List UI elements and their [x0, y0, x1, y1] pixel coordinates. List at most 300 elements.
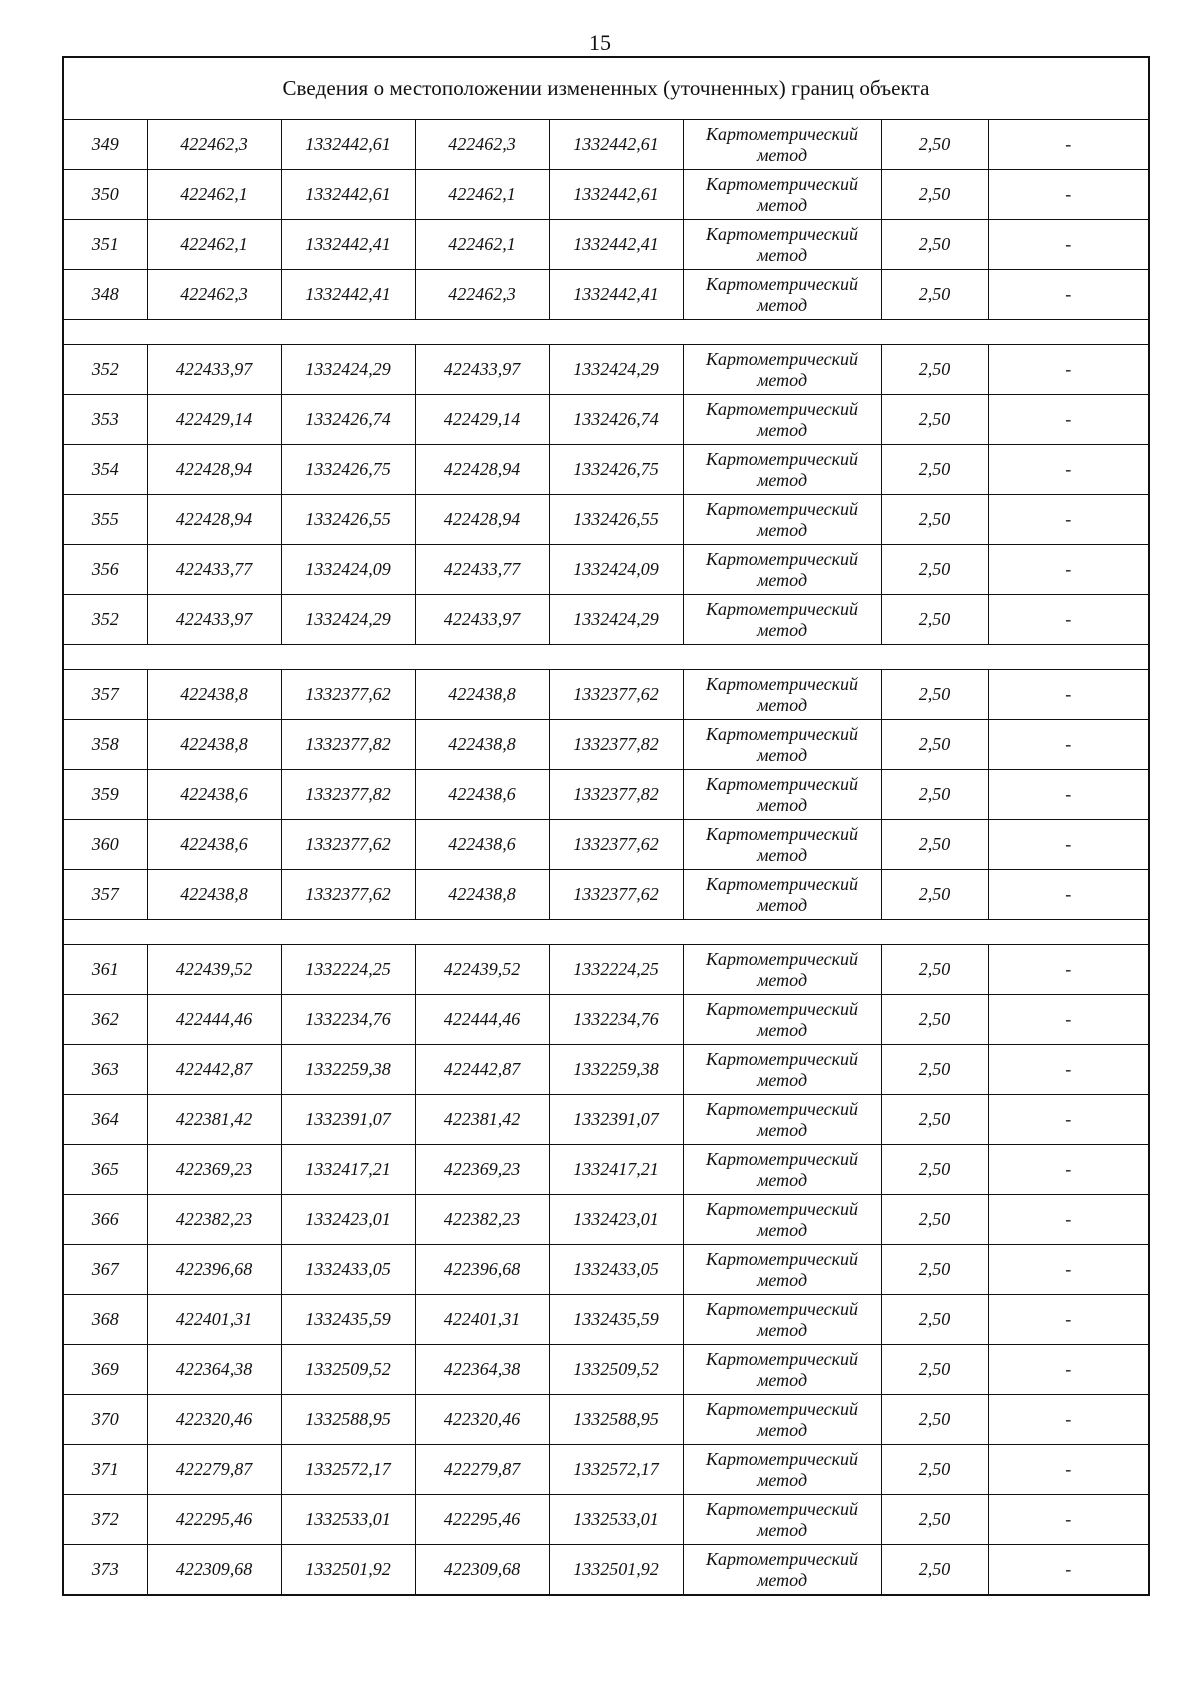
table-row: [63, 270, 1149, 320]
table-row: [63, 1495, 1149, 1545]
x-new-cell: 422309,68: [415, 1545, 549, 1596]
y-new-cell: 1332572,17: [549, 1445, 683, 1495]
description-cell: -: [988, 345, 1149, 395]
method-cell: [683, 1345, 881, 1395]
method-line-1: Картометрический: [705, 548, 858, 569]
method-cell: [683, 220, 881, 270]
x-new-cell: 422442,87: [415, 1045, 549, 1095]
x-old-cell: 422433,77: [147, 545, 281, 595]
accuracy-cell: 2,50: [881, 545, 988, 595]
point-number-cell: 369: [63, 1345, 147, 1395]
table-row: [63, 1545, 1149, 1596]
method-line-1: Картометрический: [705, 1148, 858, 1169]
y-new-cell: 1332424,29: [549, 595, 683, 645]
method-line-2: метод: [756, 1269, 808, 1290]
description-cell: -: [988, 1545, 1149, 1596]
y-old-cell: 1332377,62: [281, 870, 415, 920]
point-number-cell: 367: [63, 1245, 147, 1295]
point-number-cell: 357: [63, 870, 147, 920]
x-old-cell: 422462,1: [147, 170, 281, 220]
method-line-2: метод: [756, 1119, 808, 1140]
boundary-coordinates-table: [62, 56, 1150, 1596]
y-new-cell: 1332426,74: [549, 395, 683, 445]
method-cell: [683, 1195, 881, 1245]
method-line-1: Картометрический: [705, 1348, 858, 1369]
method-line-1: Картометрический: [705, 823, 858, 844]
table-row: [63, 670, 1149, 720]
x-new-cell: 422295,46: [415, 1495, 549, 1545]
y-new-cell: 1332442,41: [549, 270, 683, 320]
description-cell: -: [988, 545, 1149, 595]
method-line-1: Картометрический: [705, 1498, 858, 1519]
point-number-cell: 356: [63, 545, 147, 595]
y-old-cell: 1332424,29: [281, 595, 415, 645]
accuracy-cell: 2,50: [881, 345, 988, 395]
y-old-cell: 1332442,41: [281, 220, 415, 270]
accuracy-cell: 2,50: [881, 495, 988, 545]
y-new-cell: 1332259,38: [549, 1045, 683, 1095]
method-line-1: Картометрический: [705, 448, 858, 469]
method-cell: [683, 545, 881, 595]
y-old-cell: 1332442,61: [281, 170, 415, 220]
point-number-cell: 368: [63, 1295, 147, 1345]
y-old-cell: 1332426,74: [281, 395, 415, 445]
accuracy-cell: 2,50: [881, 1445, 988, 1495]
x-old-cell: 422462,1: [147, 220, 281, 270]
method-line-2: метод: [756, 419, 808, 440]
method-line-1: Картометрический: [705, 1398, 858, 1419]
y-new-cell: 1332442,41: [549, 220, 683, 270]
method-cell: [683, 270, 881, 320]
x-old-cell: 422433,97: [147, 595, 281, 645]
accuracy-cell: 2,50: [881, 1195, 988, 1245]
point-number-cell: 360: [63, 820, 147, 870]
point-number-cell: 348: [63, 270, 147, 320]
method-line-2: метод: [756, 619, 808, 640]
x-old-cell: 422428,94: [147, 445, 281, 495]
table-row: [63, 1195, 1149, 1245]
table-row: [63, 1295, 1149, 1345]
y-old-cell: 1332588,95: [281, 1395, 415, 1445]
x-old-cell: 422438,6: [147, 820, 281, 870]
method-cell: [683, 595, 881, 645]
accuracy-cell: 2,50: [881, 820, 988, 870]
method-line-2: метод: [756, 694, 808, 715]
x-old-cell: 422439,52: [147, 945, 281, 995]
point-number-cell: 351: [63, 220, 147, 270]
accuracy-cell: 2,50: [881, 1295, 988, 1345]
x-new-cell: 422462,1: [415, 170, 549, 220]
description-cell: -: [988, 1495, 1149, 1545]
description-cell: -: [988, 945, 1149, 995]
group-separator-row: [63, 320, 1149, 345]
method-line-1: Картометрический: [705, 948, 858, 969]
y-old-cell: 1332377,82: [281, 720, 415, 770]
x-old-cell: 422401,31: [147, 1295, 281, 1345]
x-old-cell: 422438,8: [147, 720, 281, 770]
y-old-cell: 1332533,01: [281, 1495, 415, 1545]
method-line-2: метод: [756, 144, 808, 165]
x-old-cell: 422396,68: [147, 1245, 281, 1295]
x-old-cell: 422438,8: [147, 670, 281, 720]
method-line-2: метод: [756, 369, 808, 390]
y-old-cell: 1332501,92: [281, 1545, 415, 1596]
point-number-cell: 350: [63, 170, 147, 220]
x-new-cell: 422369,23: [415, 1145, 549, 1195]
method-line-1: Картометрический: [705, 1548, 858, 1569]
page-number: 15: [589, 30, 611, 55]
x-old-cell: 422433,97: [147, 345, 281, 395]
method-line-1: Картометрический: [705, 1198, 858, 1219]
method-line-2: метод: [756, 794, 808, 815]
point-number-cell: 372: [63, 1495, 147, 1545]
table-row: [63, 1445, 1149, 1495]
accuracy-cell: 2,50: [881, 995, 988, 1045]
description-cell: -: [988, 1045, 1149, 1095]
x-new-cell: 422433,77: [415, 545, 549, 595]
method-line-1: Картометрический: [705, 773, 858, 794]
description-cell: -: [988, 1395, 1149, 1445]
y-old-cell: 1332442,61: [281, 120, 415, 170]
x-old-cell: 422462,3: [147, 120, 281, 170]
table-row: [63, 220, 1149, 270]
method-line-1: Картометрический: [705, 723, 858, 744]
method-line-1: Картометрический: [705, 1298, 858, 1319]
x-new-cell: 422462,3: [415, 120, 549, 170]
method-cell: [683, 1245, 881, 1295]
x-new-cell: 422381,42: [415, 1095, 549, 1145]
description-cell: -: [988, 1245, 1149, 1295]
table-row: [63, 1345, 1149, 1395]
y-new-cell: 1332442,61: [549, 120, 683, 170]
method-line-2: метод: [756, 1369, 808, 1390]
accuracy-cell: 2,50: [881, 670, 988, 720]
method-cell: [683, 995, 881, 1045]
y-old-cell: 1332391,07: [281, 1095, 415, 1145]
description-cell: -: [988, 820, 1149, 870]
accuracy-cell: 2,50: [881, 395, 988, 445]
point-number-cell: 365: [63, 1145, 147, 1195]
method-line-2: метод: [756, 844, 808, 865]
point-number-cell: 371: [63, 1445, 147, 1495]
method-line-2: метод: [756, 969, 808, 990]
x-old-cell: 422382,23: [147, 1195, 281, 1245]
x-new-cell: 422462,3: [415, 270, 549, 320]
table-row: [63, 545, 1149, 595]
method-cell: [683, 1395, 881, 1445]
y-new-cell: 1332391,07: [549, 1095, 683, 1145]
method-line-2: метод: [756, 1469, 808, 1490]
x-old-cell: 422429,14: [147, 395, 281, 445]
x-new-cell: 422438,6: [415, 770, 549, 820]
y-old-cell: 1332509,52: [281, 1345, 415, 1395]
x-new-cell: 422320,46: [415, 1395, 549, 1445]
x-new-cell: 422439,52: [415, 945, 549, 995]
y-old-cell: 1332377,62: [281, 670, 415, 720]
method-line-2: метод: [756, 1569, 808, 1590]
y-new-cell: 1332377,82: [549, 720, 683, 770]
accuracy-cell: 2,50: [881, 1045, 988, 1095]
method-line-1: Картометрический: [705, 598, 858, 619]
table-row: [63, 120, 1149, 170]
method-cell: [683, 170, 881, 220]
point-number-cell: 353: [63, 395, 147, 445]
method-line-2: метод: [756, 469, 808, 490]
description-cell: -: [988, 720, 1149, 770]
accuracy-cell: 2,50: [881, 220, 988, 270]
table-body: [63, 57, 1149, 1595]
accuracy-cell: 2,50: [881, 270, 988, 320]
y-old-cell: 1332424,29: [281, 345, 415, 395]
method-cell: [683, 1545, 881, 1596]
y-old-cell: 1332433,05: [281, 1245, 415, 1295]
description-cell: -: [988, 1345, 1149, 1395]
method-line-2: метод: [756, 1419, 808, 1440]
accuracy-cell: 2,50: [881, 1495, 988, 1545]
point-number-cell: 373: [63, 1545, 147, 1596]
y-new-cell: 1332442,61: [549, 170, 683, 220]
point-number-cell: 352: [63, 345, 147, 395]
y-old-cell: 1332377,62: [281, 820, 415, 870]
y-old-cell: 1332572,17: [281, 1445, 415, 1495]
method-cell: [683, 1045, 881, 1095]
accuracy-cell: 2,50: [881, 1545, 988, 1596]
y-old-cell: 1332234,76: [281, 995, 415, 1045]
accuracy-cell: 2,50: [881, 595, 988, 645]
method-line-2: метод: [756, 1219, 808, 1240]
method-line-2: метод: [756, 1169, 808, 1190]
point-number-cell: 361: [63, 945, 147, 995]
x-old-cell: 422309,68: [147, 1545, 281, 1596]
x-new-cell: 422382,23: [415, 1195, 549, 1245]
description-cell: -: [988, 270, 1149, 320]
table-row: [63, 995, 1149, 1045]
y-new-cell: 1332501,92: [549, 1545, 683, 1596]
y-new-cell: 1332417,21: [549, 1145, 683, 1195]
x-old-cell: 422320,46: [147, 1395, 281, 1445]
y-new-cell: 1332435,59: [549, 1295, 683, 1345]
method-line-2: метод: [756, 744, 808, 765]
description-cell: -: [988, 170, 1149, 220]
table-row: [63, 1245, 1149, 1295]
y-old-cell: 1332442,41: [281, 270, 415, 320]
y-new-cell: 1332423,01: [549, 1195, 683, 1245]
method-line-2: метод: [756, 1519, 808, 1540]
method-cell: [683, 1145, 881, 1195]
method-line-2: метод: [756, 894, 808, 915]
y-new-cell: 1332433,05: [549, 1245, 683, 1295]
method-cell: [683, 395, 881, 445]
description-cell: -: [988, 670, 1149, 720]
accuracy-cell: 2,50: [881, 720, 988, 770]
y-old-cell: 1332435,59: [281, 1295, 415, 1345]
y-old-cell: 1332259,38: [281, 1045, 415, 1095]
point-number-cell: 354: [63, 445, 147, 495]
point-number-cell: 363: [63, 1045, 147, 1095]
method-line-1: Картометрический: [705, 673, 858, 694]
x-old-cell: 422462,3: [147, 270, 281, 320]
table-row: [63, 1395, 1149, 1445]
x-new-cell: 422429,14: [415, 395, 549, 445]
accuracy-cell: 2,50: [881, 1095, 988, 1145]
table-title-row: [63, 57, 1149, 120]
accuracy-cell: 2,50: [881, 770, 988, 820]
point-number-cell: 352: [63, 595, 147, 645]
description-cell: -: [988, 995, 1149, 1045]
accuracy-cell: 2,50: [881, 1345, 988, 1395]
x-old-cell: 422295,46: [147, 1495, 281, 1545]
x-new-cell: 422444,46: [415, 995, 549, 1045]
x-new-cell: 422428,94: [415, 495, 549, 545]
method-line-2: метод: [756, 294, 808, 315]
table-row: [63, 495, 1149, 545]
description-cell: -: [988, 495, 1149, 545]
y-new-cell: 1332426,55: [549, 495, 683, 545]
method-cell: [683, 495, 881, 545]
method-line-1: Картометрический: [705, 173, 858, 194]
y-old-cell: 1332377,82: [281, 770, 415, 820]
point-number-cell: 358: [63, 720, 147, 770]
accuracy-cell: 2,50: [881, 1395, 988, 1445]
point-number-cell: 357: [63, 670, 147, 720]
table-row: [63, 770, 1149, 820]
x-new-cell: 422433,97: [415, 595, 549, 645]
method-cell: [683, 820, 881, 870]
x-old-cell: 422364,38: [147, 1345, 281, 1395]
description-cell: -: [988, 220, 1149, 270]
description-cell: -: [988, 1145, 1149, 1195]
point-number-cell: 370: [63, 1395, 147, 1445]
accuracy-cell: 2,50: [881, 870, 988, 920]
description-cell: -: [988, 120, 1149, 170]
method-cell: [683, 670, 881, 720]
method-line-2: метод: [756, 244, 808, 265]
x-old-cell: 422428,94: [147, 495, 281, 545]
method-line-2: метод: [756, 1069, 808, 1090]
method-line-1: Картометрический: [705, 223, 858, 244]
x-old-cell: 422369,23: [147, 1145, 281, 1195]
table-row: [63, 1095, 1149, 1145]
description-cell: -: [988, 1445, 1149, 1495]
x-new-cell: 422438,8: [415, 670, 549, 720]
y-new-cell: 1332377,62: [549, 870, 683, 920]
method-cell: [683, 1445, 881, 1495]
method-cell: [683, 870, 881, 920]
accuracy-cell: 2,50: [881, 1245, 988, 1295]
table-row: [63, 395, 1149, 445]
x-new-cell: 422279,87: [415, 1445, 549, 1495]
group-separator-cell: [63, 320, 1149, 345]
method-cell: [683, 445, 881, 495]
table-row: [63, 595, 1149, 645]
method-line-2: метод: [756, 1319, 808, 1340]
method-cell: [683, 345, 881, 395]
y-new-cell: 1332234,76: [549, 995, 683, 1045]
y-old-cell: 1332417,21: [281, 1145, 415, 1195]
table-row: [63, 945, 1149, 995]
method-line-2: метод: [756, 1019, 808, 1040]
method-cell: [683, 945, 881, 995]
description-cell: -: [988, 870, 1149, 920]
y-new-cell: 1332426,75: [549, 445, 683, 495]
group-separator-row: [63, 920, 1149, 945]
description-cell: -: [988, 395, 1149, 445]
method-line-1: Картометрический: [705, 1248, 858, 1269]
x-old-cell: 422438,6: [147, 770, 281, 820]
table-row: [63, 445, 1149, 495]
point-number-cell: 359: [63, 770, 147, 820]
y-new-cell: 1332377,62: [549, 820, 683, 870]
y-new-cell: 1332224,25: [549, 945, 683, 995]
table-row: [63, 170, 1149, 220]
y-new-cell: 1332509,52: [549, 1345, 683, 1395]
method-line-2: метод: [756, 569, 808, 590]
x-old-cell: 422279,87: [147, 1445, 281, 1495]
accuracy-cell: 2,50: [881, 945, 988, 995]
point-number-cell: 349: [63, 120, 147, 170]
method-line-1: Картометрический: [705, 873, 858, 894]
method-cell: [683, 1495, 881, 1545]
group-separator-row: [63, 645, 1149, 670]
x-old-cell: 422438,8: [147, 870, 281, 920]
y-old-cell: 1332426,75: [281, 445, 415, 495]
accuracy-cell: 2,50: [881, 1145, 988, 1195]
y-old-cell: 1332424,09: [281, 545, 415, 595]
table-row: [63, 345, 1149, 395]
method-cell: [683, 770, 881, 820]
accuracy-cell: 2,50: [881, 120, 988, 170]
method-line-1: Картометрический: [705, 398, 858, 419]
description-cell: -: [988, 445, 1149, 495]
x-new-cell: 422438,8: [415, 720, 549, 770]
y-new-cell: 1332424,09: [549, 545, 683, 595]
description-cell: -: [988, 595, 1149, 645]
description-cell: -: [988, 1095, 1149, 1145]
y-new-cell: 1332377,62: [549, 670, 683, 720]
group-separator-cell: [63, 920, 1149, 945]
method-line-1: Картометрический: [705, 1448, 858, 1469]
x-new-cell: 422438,8: [415, 870, 549, 920]
x-old-cell: 422381,42: [147, 1095, 281, 1145]
x-new-cell: 422396,68: [415, 1245, 549, 1295]
y-new-cell: 1332533,01: [549, 1495, 683, 1545]
point-number-cell: 364: [63, 1095, 147, 1145]
accuracy-cell: 2,50: [881, 445, 988, 495]
y-old-cell: 1332423,01: [281, 1195, 415, 1245]
table-row: [63, 720, 1149, 770]
y-old-cell: 1332224,25: [281, 945, 415, 995]
method-cell: [683, 120, 881, 170]
x-new-cell: 422364,38: [415, 1345, 549, 1395]
description-cell: -: [988, 1195, 1149, 1245]
method-line-1: Картометрический: [705, 1048, 858, 1069]
description-cell: -: [988, 1295, 1149, 1345]
x-new-cell: 422438,6: [415, 820, 549, 870]
point-number-cell: 355: [63, 495, 147, 545]
y-new-cell: 1332588,95: [549, 1395, 683, 1445]
table-row: [63, 1145, 1149, 1195]
x-new-cell: 422462,1: [415, 220, 549, 270]
x-old-cell: 422442,87: [147, 1045, 281, 1095]
method-line-1: Картометрический: [705, 123, 858, 144]
method-line-1: Картометрический: [705, 498, 858, 519]
group-separator-cell: [63, 645, 1149, 670]
table-row: [63, 1045, 1149, 1095]
table-title: Сведения о местоположении измененных (уточненных) границ объекта: [63, 57, 1149, 120]
method-cell: [683, 720, 881, 770]
method-cell: [683, 1295, 881, 1345]
method-cell: [683, 1095, 881, 1145]
